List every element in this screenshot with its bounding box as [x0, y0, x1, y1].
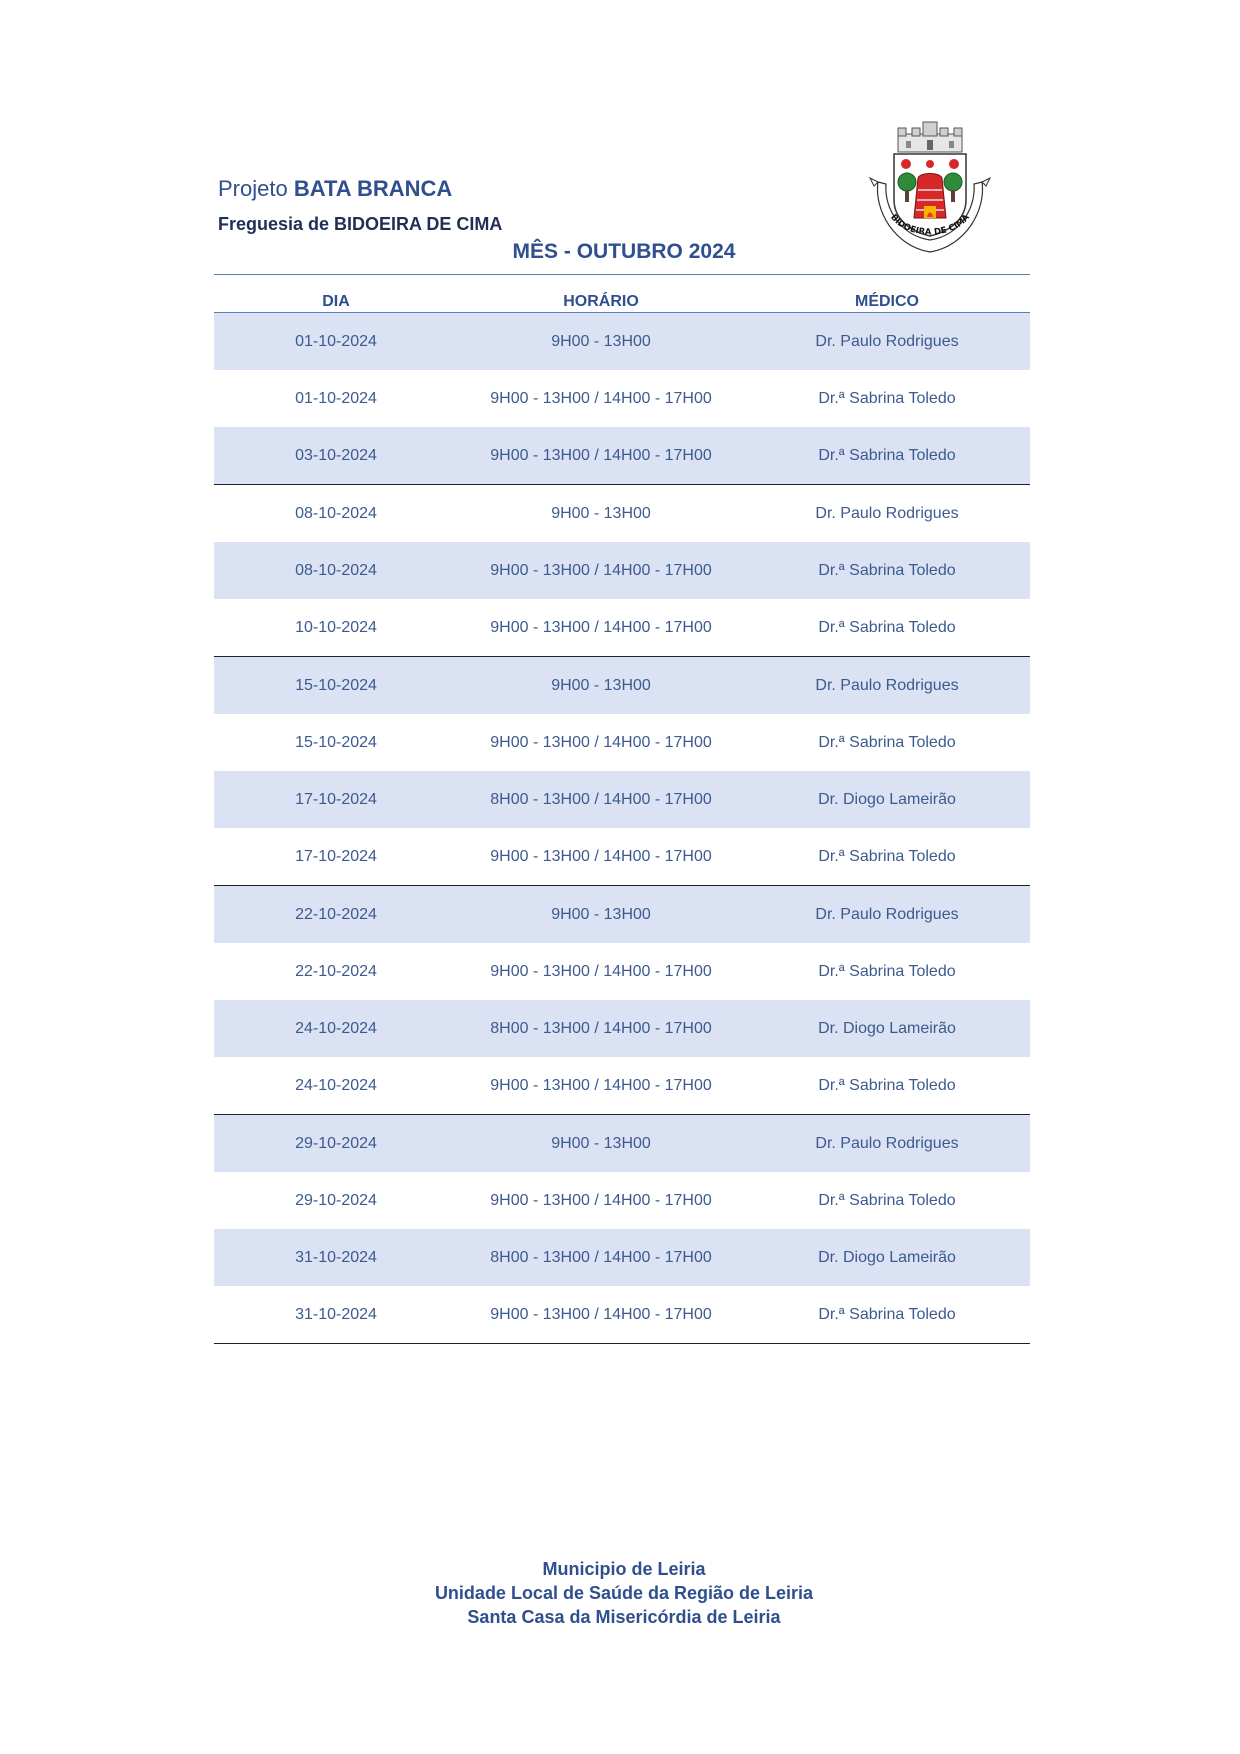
- footer: [214, 1557, 1034, 1629]
- table-row: [214, 313, 1030, 370]
- cell-dia: 03-10-2024: [295, 446, 377, 464]
- column-header-horario: HORÁRIO: [563, 293, 639, 310]
- cell-horario: 9H00 - 13H00 / 14H00 - 17H00: [490, 733, 712, 751]
- cell-horario: 9H00 - 13H00: [551, 1134, 651, 1152]
- cell-dia: 31-10-2024: [295, 1305, 377, 1323]
- cell-medico: Dr. Diogo Lameirão: [818, 1019, 956, 1037]
- cell-dia: 29-10-2024: [295, 1134, 377, 1152]
- cell-dia: 10-10-2024: [295, 618, 377, 636]
- logo-scroll-text: BIDOEIRA DE CIMA: [888, 212, 972, 238]
- cell-horario: 9H00 - 13H00 / 14H00 - 17H00: [490, 618, 712, 636]
- cell-dia: 17-10-2024: [295, 847, 377, 865]
- cell-horario: 8H00 - 13H00 / 14H00 - 17H00: [490, 790, 712, 808]
- column-header-dia: DIA: [322, 293, 350, 310]
- schedule-table: [214, 274, 1030, 1344]
- table-row: [214, 1115, 1030, 1172]
- cell-medico: Dr.ª Sabrina Toledo: [818, 1305, 956, 1323]
- cell-dia: 15-10-2024: [295, 733, 377, 751]
- project-name: BATA BRANCA: [293, 176, 453, 201]
- cell-medico: Dr. Paulo Rodrigues: [815, 504, 959, 522]
- table-row: [214, 828, 1030, 886]
- cell-horario: 9H00 - 13H00 / 14H00 - 17H00: [490, 1191, 712, 1209]
- table-row: [214, 1057, 1030, 1115]
- table-row: [214, 1286, 1030, 1344]
- cell-horario: 8H00 - 13H00 / 14H00 - 17H00: [490, 1019, 712, 1037]
- table-row: [214, 771, 1030, 828]
- table-row: [214, 599, 1030, 657]
- parish-subtitle: [218, 214, 502, 235]
- cell-medico: Dr.ª Sabrina Toledo: [818, 618, 956, 636]
- cell-medico: Dr.ª Sabrina Toledo: [818, 561, 956, 579]
- coat-of-arms-logo: [860, 120, 1000, 260]
- cell-medico: Dr. Paulo Rodrigues: [815, 905, 959, 923]
- cell-horario: 9H00 - 13H00: [551, 676, 651, 694]
- cell-medico: Dr. Diogo Lameirão: [818, 790, 956, 808]
- cell-medico: Dr. Paulo Rodrigues: [815, 1134, 959, 1152]
- table-row: [214, 943, 1030, 1000]
- cell-dia: 17-10-2024: [295, 790, 377, 808]
- cell-medico: Dr.ª Sabrina Toledo: [818, 389, 956, 407]
- table-row: [214, 886, 1030, 943]
- cell-dia: 08-10-2024: [295, 504, 377, 522]
- footer-line-municipio: Municipio de Leiria: [542, 1559, 706, 1579]
- cell-horario: 9H00 - 13H00 / 14H00 - 17H00: [490, 847, 712, 865]
- footer-line-uls: Unidade Local de Saúde da Região de Leiria: [434, 1583, 814, 1603]
- table-row: [214, 542, 1030, 599]
- cell-horario: 9H00 - 13H00 / 14H00 - 17H00: [490, 962, 712, 980]
- month-heading: MÊS - OUTUBRO 2024: [512, 240, 736, 263]
- cell-medico: Dr.ª Sabrina Toledo: [818, 847, 956, 865]
- table-row: [214, 1229, 1030, 1286]
- cell-dia: 22-10-2024: [295, 962, 377, 980]
- cell-medico: Dr. Paulo Rodrigues: [815, 676, 959, 694]
- cell-medico: Dr.ª Sabrina Toledo: [818, 1191, 956, 1209]
- table-row: [214, 1172, 1030, 1229]
- column-header-medico: MÉDICO: [855, 293, 919, 310]
- cell-medico: Dr. Paulo Rodrigues: [815, 332, 959, 350]
- table-body: [214, 313, 1030, 1344]
- cell-dia: 01-10-2024: [295, 389, 377, 407]
- table-row: [214, 714, 1030, 771]
- parish-prefix: Freguesia de: [218, 214, 335, 234]
- cell-horario: 9H00 - 13H00: [551, 905, 651, 923]
- cell-dia: 22-10-2024: [295, 905, 377, 923]
- project-title: [218, 176, 452, 202]
- cell-horario: 9H00 - 13H00 / 14H00 - 17H00: [490, 446, 712, 464]
- cell-dia: 31-10-2024: [295, 1248, 377, 1266]
- table-row: [214, 1000, 1030, 1057]
- cell-dia: 24-10-2024: [295, 1019, 377, 1037]
- cell-dia: 29-10-2024: [295, 1191, 377, 1209]
- cell-horario: 9H00 - 13H00 / 14H00 - 17H00: [490, 389, 712, 407]
- cell-horario: 9H00 - 13H00: [551, 332, 651, 350]
- table-header-row: [214, 275, 1030, 313]
- mural-crown-icon: [898, 122, 962, 152]
- cell-medico: Dr.ª Sabrina Toledo: [818, 446, 956, 464]
- cell-medico: Dr.ª Sabrina Toledo: [818, 1076, 956, 1094]
- cell-medico: Dr. Diogo Lameirão: [818, 1248, 956, 1266]
- cell-dia: 24-10-2024: [295, 1076, 377, 1094]
- table-row: [214, 485, 1030, 542]
- parish-name: BIDOEIRA DE CIMA: [334, 214, 503, 234]
- project-prefix: Projeto: [218, 176, 294, 201]
- cell-horario: 9H00 - 13H00 / 14H00 - 17H00: [490, 1076, 712, 1094]
- footer-line-misericordia: Santa Casa da Misericórdia de Leiria: [467, 1607, 781, 1627]
- cell-dia: 01-10-2024: [295, 332, 377, 350]
- cell-horario: 8H00 - 13H00 / 14H00 - 17H00: [490, 1248, 712, 1266]
- cell-horario: 9H00 - 13H00 / 14H00 - 17H00: [490, 1305, 712, 1323]
- cell-horario: 9H00 - 13H00 / 14H00 - 17H00: [490, 561, 712, 579]
- cell-dia: 08-10-2024: [295, 561, 377, 579]
- cell-medico: Dr.ª Sabrina Toledo: [818, 733, 956, 751]
- table-row: [214, 370, 1030, 427]
- cell-horario: 9H00 - 13H00: [551, 504, 651, 522]
- table-row: [214, 427, 1030, 485]
- table-row: [214, 657, 1030, 714]
- cell-medico: Dr.ª Sabrina Toledo: [818, 962, 956, 980]
- cell-dia: 15-10-2024: [295, 676, 377, 694]
